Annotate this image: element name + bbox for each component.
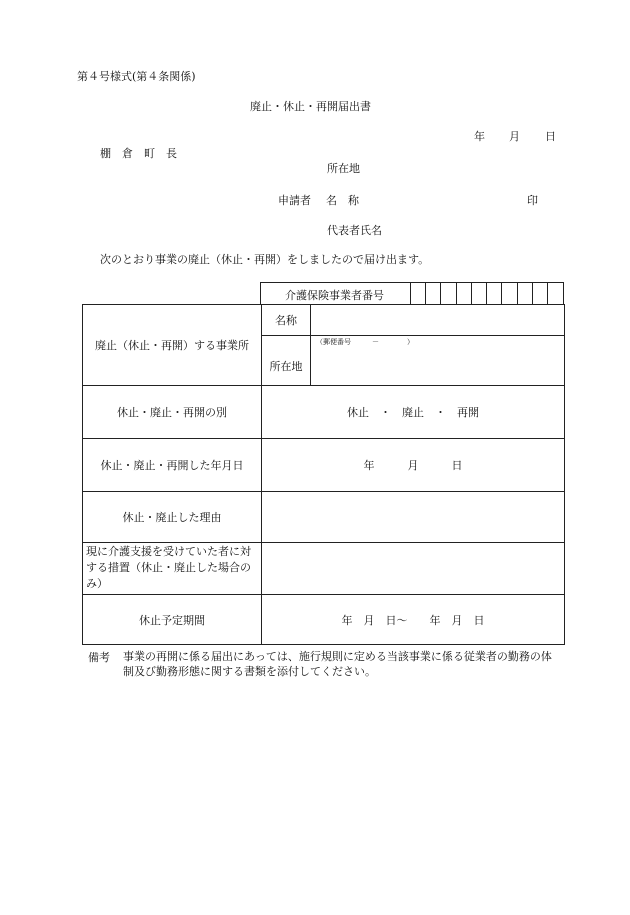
- date-label: 休止・廃止・再開した年月日: [100, 459, 244, 472]
- remarks-text: 事業の再開に係る届出にあっては、施行規則に定める当該事業に係る従業者の勤務の体制及び勤務形態に関する書類を添付してください。: [123, 650, 552, 678]
- addressee: 棚 倉 町 長: [100, 147, 177, 160]
- care-number-label: 介護保険事業者番号: [285, 289, 384, 302]
- office-address-label: 所在地: [269, 359, 303, 373]
- date-year: 年: [474, 130, 485, 143]
- form-number: 第４号様式(第４条関係): [77, 70, 196, 83]
- applicant-label: 申請者: [278, 194, 311, 207]
- date-value: 年 月 日: [363, 459, 463, 472]
- type-options: 休止 ・ 廃止 ・ 再開: [347, 406, 479, 419]
- measures-label: 現に介護支援を受けていた者に対する措置（休止・廃止した場合のみ）: [86, 545, 251, 590]
- date-day: 日: [545, 130, 556, 143]
- date-month: 月: [509, 130, 520, 143]
- page-title: 廃止・休止・再開届出書: [250, 100, 371, 113]
- reason-label: 休止・廃止した理由: [122, 511, 222, 524]
- intro-text: 次のとおり事業の廃止（休止・再開）をしましたので届け出ます。: [100, 253, 430, 266]
- seal-mark: 印: [527, 194, 538, 207]
- remarks-label: 備考: [88, 651, 110, 664]
- office-name-label: 名称: [275, 314, 297, 327]
- office-label: 廃止（休止・再開）する事業所: [95, 339, 249, 352]
- period-value: 年 月 日～ 年 月 日: [341, 613, 485, 627]
- type-label: 休止・廃止・再開の別: [117, 406, 227, 419]
- applicant-name-label: 名 称: [326, 194, 359, 207]
- applicant-address-label: 所在地: [327, 162, 360, 175]
- postal-code-label: （郵便番号 － ）: [316, 338, 414, 346]
- period-label: 休止予定期間: [139, 613, 205, 627]
- representative-label: 代表者氏名: [327, 224, 382, 237]
